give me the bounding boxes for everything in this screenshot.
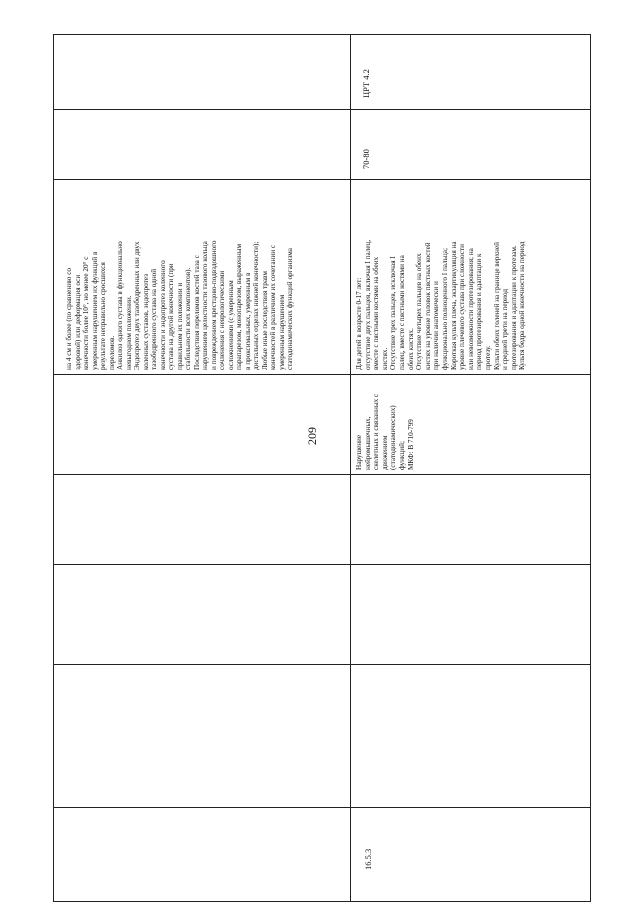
- row1-desc-line: Анкилоз одного сустава в функционально: [116, 241, 124, 370]
- code-value: 16.5.3: [363, 848, 373, 870]
- column-divider-empty-2: [53, 664, 591, 665]
- row2-desc-line: Для детей в возрасте 0-17 лет:: [355, 277, 363, 370]
- row1-desc-line: умеренным нарушением их функций в: [90, 251, 99, 370]
- row1-desc-line: сустава на другой конечности (при: [167, 263, 175, 370]
- row2-func-line: функций;: [397, 441, 406, 470]
- row2-desc-line: и средней трети на период: [501, 288, 510, 370]
- row2-func-line: нейромышечных,: [363, 416, 372, 470]
- row2-desc-line: или невозможности протезирования; на: [466, 248, 475, 370]
- row1-desc-line: статодинамических функций организма: [286, 248, 294, 370]
- row2-desc-line: обеих кистях.: [406, 328, 415, 370]
- disability-criteria-table: [53, 34, 591, 902]
- row2-desc-line: отсутствие двух пальцев, включая I палец,: [363, 239, 372, 370]
- row1-desc-line: и повреждением крестцово-подвздошного: [209, 240, 218, 370]
- row1-desc-line: конечностей в различном их сочетании с: [269, 244, 277, 370]
- row2-desc-line: Короткая культя плеча, экзартикуляция на: [449, 241, 458, 370]
- row2-desc-line: уровне плечевого сустава при сложности: [458, 244, 467, 370]
- row1-desc-line: Любые иные последствия травм: [260, 271, 269, 370]
- row2-description: [355, 180, 527, 370]
- row1-desc-line: осложнениями (с умеренным: [226, 280, 235, 370]
- percent-value: 70-80: [361, 149, 371, 169]
- row2-code: [363, 820, 373, 870]
- row2-desc-line: вместе с пястными костями на обеих: [372, 256, 381, 370]
- row2-percent: [361, 109, 371, 169]
- row2-desc-line: при наличии анатомически и: [432, 281, 441, 370]
- row1-desc-line: Последствия переломов костей таза с: [192, 255, 201, 370]
- row1-desc-line: парапарезом, монопарезом, выраженным: [235, 243, 243, 370]
- row2-func-line: (статодинамических): [389, 405, 398, 470]
- row1-desc-line: правильном их положении и: [175, 282, 184, 370]
- row2-func-line: МКФ: В 710-799: [406, 419, 415, 470]
- row2-desc-line: период протезирования и адаптации к: [475, 253, 484, 370]
- row2-func-line: скелетных и связанных с: [372, 393, 381, 470]
- row1-desc-line: тазобедренного сустава на одной: [150, 268, 158, 370]
- column-divider-reference: [53, 109, 591, 110]
- row2-func-line: движением: [380, 435, 389, 470]
- row1-desc-line: в проксимальных, умеренным в: [243, 272, 252, 370]
- row1-desc-line: невыгодном положении.: [124, 295, 133, 370]
- row2-desc-line: кистях.: [380, 347, 389, 370]
- row2-desc-line: протезирования и адаптации к протезам.: [509, 245, 518, 370]
- row2-desc-line: палец, вместе с пястными костями на: [397, 255, 406, 370]
- row1-desc-line: конечности и эндопротез коленного: [158, 260, 167, 370]
- row2-desc-line: Отсутствие трех пальцев, исключая I: [389, 256, 398, 370]
- column-divider-empty-3: [53, 807, 591, 808]
- row1-description: [65, 182, 295, 370]
- row2-desc-line: функционально полноценного I пальца;: [440, 248, 449, 370]
- row1-desc-line: стабильности всех компонентов).: [184, 267, 192, 370]
- row2-func-line: Нарушение: [355, 434, 363, 470]
- row1-desc-line: умеренным нарушением: [277, 294, 286, 370]
- row2-desc-line: протезу.: [483, 345, 492, 370]
- row1-desc-line: сочленения с неврологическими: [218, 270, 226, 370]
- row1-desc-line: нарушением целостности тазового кольца: [201, 241, 209, 370]
- row2-desc-line: Культи обеих голеней на границе верхней: [492, 242, 501, 370]
- row2-function: [355, 376, 415, 470]
- row2-reference: [361, 38, 371, 98]
- table-border-bottom: [53, 901, 591, 902]
- table-border-right: [590, 34, 591, 902]
- page-number: 209: [305, 427, 319, 445]
- row1-desc-line: Эндопротез двух тазобедренных или двух: [133, 241, 141, 370]
- row2-desc-line: кистях на уровне головок пястных костей: [423, 242, 432, 370]
- row1-desc-line: на 4 см и более (по сравнению со: [65, 267, 73, 370]
- table-border-top: [53, 34, 591, 35]
- row1-desc-line: коленных суставов, эндопротез: [141, 274, 150, 370]
- row1-desc-line: здоровой) или деформация оси: [73, 274, 82, 370]
- column-divider-empty-1: [53, 564, 591, 565]
- row2-desc-line: Отсутствие четырех пальцев на обеих: [415, 253, 424, 370]
- table-border-left: [53, 34, 54, 902]
- row-divider: [350, 34, 351, 902]
- row1-desc-line: дистальных отделах нижней конечности);: [252, 241, 260, 370]
- row1-desc-line: конечности более 10°, но менее 20° с: [82, 256, 90, 370]
- row1-desc-line: переломов.: [107, 335, 116, 370]
- row2-desc-line: Культя бедра одной конечности на период: [518, 241, 527, 370]
- column-divider-description: [53, 374, 591, 375]
- reference-value: ЦРТ 4.2: [361, 69, 371, 98]
- row1-desc-line: результате неправильно сросшихся: [99, 262, 107, 370]
- column-divider-function: [53, 474, 591, 475]
